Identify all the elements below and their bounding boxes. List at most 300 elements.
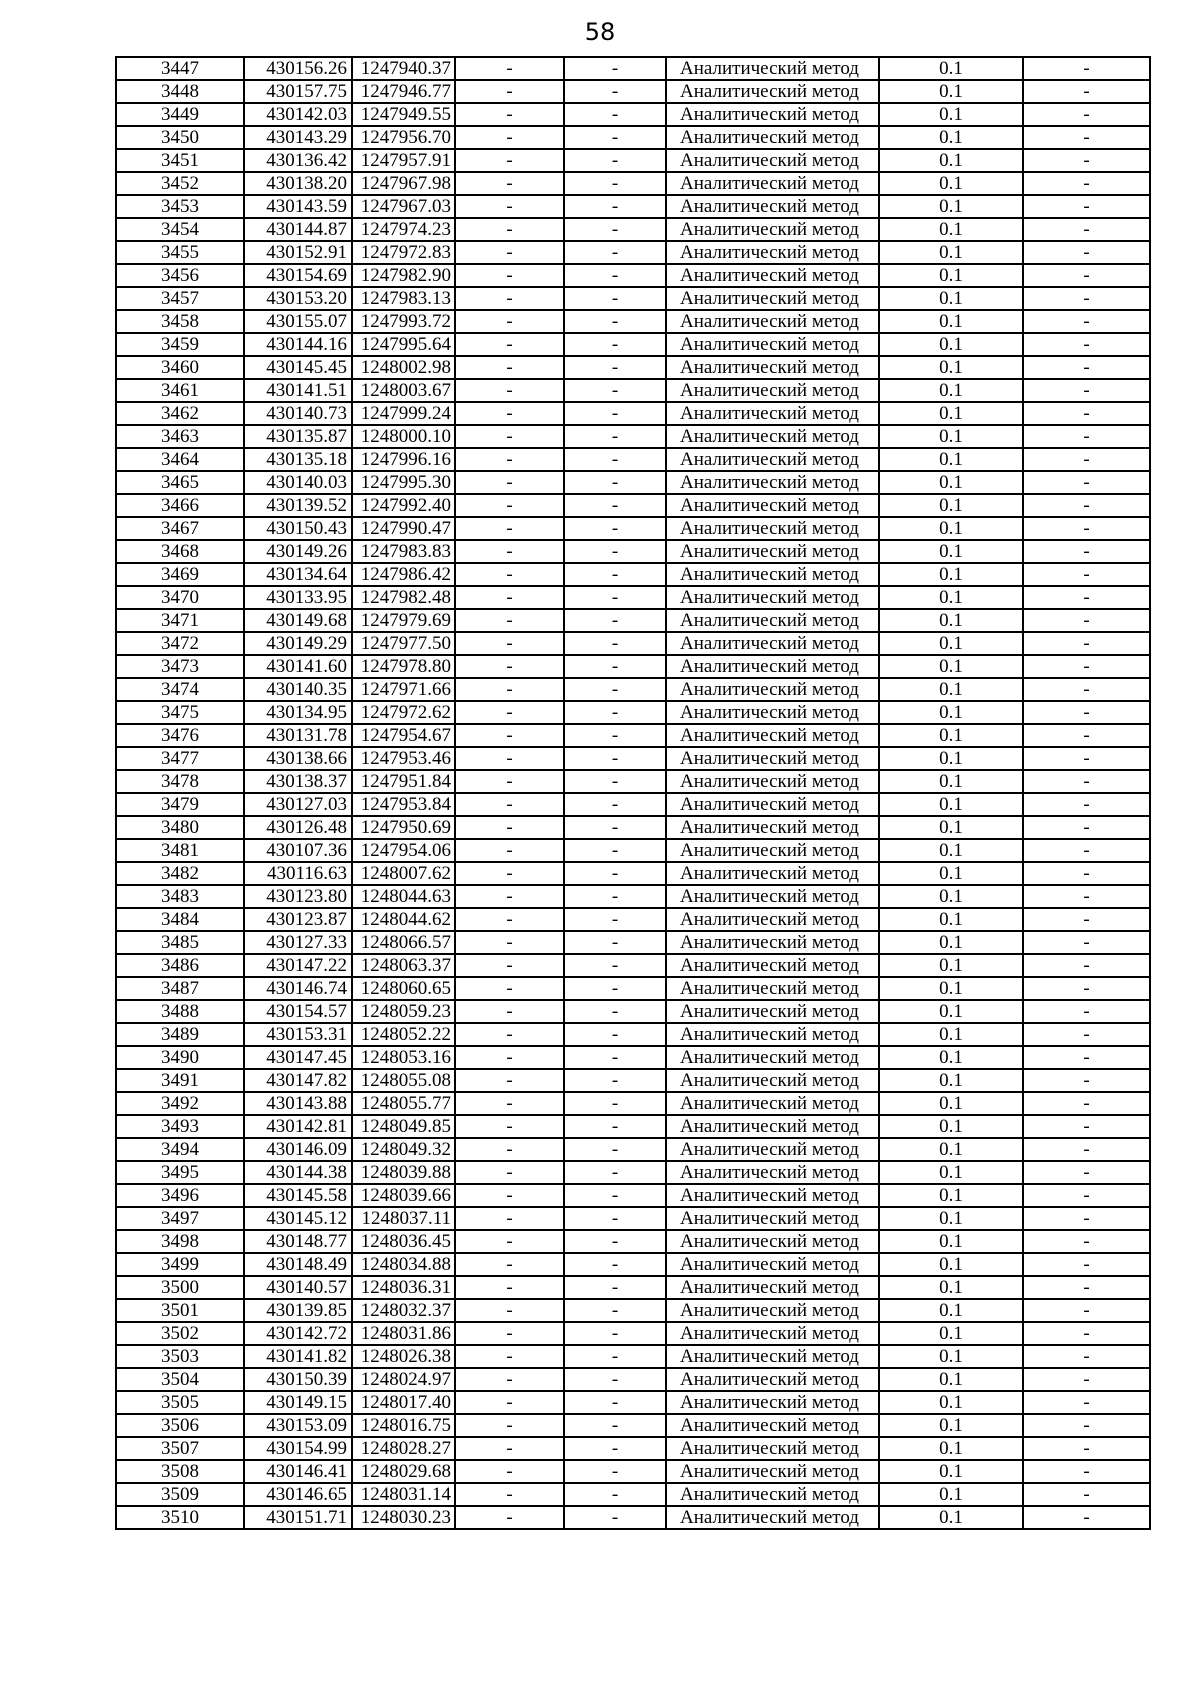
point-number: 3489 [116, 1023, 244, 1046]
method-cell: Аналитический метод [666, 149, 879, 172]
dash-cell: - [455, 793, 564, 816]
table-row [116, 1345, 1150, 1368]
dash-cell: - [564, 379, 666, 402]
dash-cell: - [455, 1069, 564, 1092]
point-number: 3498 [116, 1230, 244, 1253]
dash-cell: - [564, 655, 666, 678]
accuracy-cell: 0.1 [879, 586, 1023, 609]
dash-cell: - [564, 1184, 666, 1207]
table-row [116, 1460, 1150, 1483]
dash-cell: - [455, 563, 564, 586]
dash-cell: - [1023, 1368, 1150, 1391]
table-row [116, 931, 1150, 954]
table-row [116, 1391, 1150, 1414]
dash-cell: - [455, 747, 564, 770]
dash-cell: - [455, 678, 564, 701]
point-number: 3468 [116, 540, 244, 563]
dash-cell: - [564, 448, 666, 471]
dash-cell: - [1023, 931, 1150, 954]
method-cell: Аналитический метод [666, 1276, 879, 1299]
coord-y: 1248039.66 [352, 1184, 455, 1207]
dash-cell: - [455, 402, 564, 425]
coord-y: 1248036.31 [352, 1276, 455, 1299]
coord-x: 430142.72 [244, 1322, 352, 1345]
method-cell: Аналитический метод [666, 1138, 879, 1161]
dash-cell: - [564, 103, 666, 126]
coord-x: 430153.20 [244, 287, 352, 310]
dash-cell: - [1023, 333, 1150, 356]
coord-y: 1248044.62 [352, 908, 455, 931]
point-number: 3497 [116, 1207, 244, 1230]
point-number: 3506 [116, 1414, 244, 1437]
method-cell: Аналитический метод [666, 1069, 879, 1092]
coord-y: 1248017.40 [352, 1391, 455, 1414]
dash-cell: - [564, 333, 666, 356]
dash-cell: - [1023, 1483, 1150, 1506]
method-cell: Аналитический метод [666, 747, 879, 770]
dash-cell: - [564, 241, 666, 264]
accuracy-cell: 0.1 [879, 448, 1023, 471]
dash-cell: - [564, 195, 666, 218]
point-number: 3494 [116, 1138, 244, 1161]
dash-cell: - [1023, 402, 1150, 425]
accuracy-cell: 0.1 [879, 195, 1023, 218]
coord-x: 430156.26 [244, 57, 352, 80]
point-number: 3479 [116, 793, 244, 816]
table-row [116, 1506, 1150, 1529]
coord-y: 1248024.97 [352, 1368, 455, 1391]
accuracy-cell: 0.1 [879, 218, 1023, 241]
method-cell: Аналитический метод [666, 1207, 879, 1230]
table-row [116, 379, 1150, 402]
coord-x: 430107.36 [244, 839, 352, 862]
accuracy-cell: 0.1 [879, 264, 1023, 287]
dash-cell: - [564, 126, 666, 149]
coord-y: 1248049.85 [352, 1115, 455, 1138]
coord-y: 1248034.88 [352, 1253, 455, 1276]
dash-cell: - [564, 724, 666, 747]
dash-cell: - [1023, 241, 1150, 264]
accuracy-cell: 0.1 [879, 908, 1023, 931]
coord-x: 430148.77 [244, 1230, 352, 1253]
coord-y: 1248055.08 [352, 1069, 455, 1092]
point-number: 3499 [116, 1253, 244, 1276]
accuracy-cell: 0.1 [879, 655, 1023, 678]
coord-x: 430146.41 [244, 1460, 352, 1483]
method-cell: Аналитический метод [666, 126, 879, 149]
dash-cell: - [1023, 195, 1150, 218]
accuracy-cell: 0.1 [879, 379, 1023, 402]
point-number: 3472 [116, 632, 244, 655]
dash-cell: - [455, 379, 564, 402]
dash-cell: - [1023, 747, 1150, 770]
dash-cell: - [1023, 310, 1150, 333]
accuracy-cell: 0.1 [879, 1046, 1023, 1069]
dash-cell: - [1023, 1069, 1150, 1092]
method-cell: Аналитический метод [666, 839, 879, 862]
dash-cell: - [564, 1299, 666, 1322]
accuracy-cell: 0.1 [879, 701, 1023, 724]
accuracy-cell: 0.1 [879, 1207, 1023, 1230]
table-row [116, 1000, 1150, 1023]
coord-y: 1247974.23 [352, 218, 455, 241]
accuracy-cell: 0.1 [879, 1414, 1023, 1437]
dash-cell: - [1023, 517, 1150, 540]
accuracy-cell: 0.1 [879, 563, 1023, 586]
accuracy-cell: 0.1 [879, 149, 1023, 172]
accuracy-cell: 0.1 [879, 1276, 1023, 1299]
accuracy-cell: 0.1 [879, 977, 1023, 1000]
table-row [116, 1368, 1150, 1391]
table-row [116, 1483, 1150, 1506]
coord-y: 1248031.14 [352, 1483, 455, 1506]
coord-x: 430147.82 [244, 1069, 352, 1092]
coord-x: 430143.88 [244, 1092, 352, 1115]
dash-cell: - [1023, 1276, 1150, 1299]
coord-y: 1247953.46 [352, 747, 455, 770]
method-cell: Аналитический метод [666, 908, 879, 931]
point-number: 3470 [116, 586, 244, 609]
method-cell: Аналитический метод [666, 655, 879, 678]
point-number: 3458 [116, 310, 244, 333]
table-body [116, 57, 1150, 1529]
dash-cell: - [1023, 770, 1150, 793]
point-number: 3464 [116, 448, 244, 471]
point-number: 3482 [116, 862, 244, 885]
coord-y: 1247972.83 [352, 241, 455, 264]
accuracy-cell: 0.1 [879, 1391, 1023, 1414]
coord-y: 1247992.40 [352, 494, 455, 517]
dash-cell: - [564, 1046, 666, 1069]
accuracy-cell: 0.1 [879, 1092, 1023, 1115]
table-row [116, 287, 1150, 310]
method-cell: Аналитический метод [666, 1299, 879, 1322]
point-number: 3475 [116, 701, 244, 724]
table-row [116, 862, 1150, 885]
dash-cell: - [455, 816, 564, 839]
dash-cell: - [564, 172, 666, 195]
table-row [116, 1437, 1150, 1460]
dash-cell: - [1023, 1299, 1150, 1322]
coord-x: 430127.03 [244, 793, 352, 816]
coord-y: 1247990.47 [352, 517, 455, 540]
point-number: 3450 [116, 126, 244, 149]
accuracy-cell: 0.1 [879, 862, 1023, 885]
dash-cell: - [1023, 1345, 1150, 1368]
point-number: 3503 [116, 1345, 244, 1368]
point-number: 3484 [116, 908, 244, 931]
dash-cell: - [1023, 1161, 1150, 1184]
dash-cell: - [564, 1115, 666, 1138]
coord-y: 1247946.77 [352, 80, 455, 103]
point-number: 3447 [116, 57, 244, 80]
dash-cell: - [1023, 172, 1150, 195]
coord-x: 430126.48 [244, 816, 352, 839]
coord-y: 1248059.23 [352, 1000, 455, 1023]
coord-y: 1248063.37 [352, 954, 455, 977]
coord-y: 1247983.83 [352, 540, 455, 563]
coord-y: 1248039.88 [352, 1161, 455, 1184]
accuracy-cell: 0.1 [879, 103, 1023, 126]
table-row [116, 1023, 1150, 1046]
point-number: 3480 [116, 816, 244, 839]
coord-x: 430123.80 [244, 885, 352, 908]
dash-cell: - [455, 356, 564, 379]
dash-cell: - [1023, 1207, 1150, 1230]
dash-cell: - [1023, 103, 1150, 126]
coord-y: 1248026.38 [352, 1345, 455, 1368]
table-row [116, 402, 1150, 425]
coord-x: 430141.82 [244, 1345, 352, 1368]
dash-cell: - [455, 1322, 564, 1345]
dash-cell: - [1023, 264, 1150, 287]
coord-x: 430143.29 [244, 126, 352, 149]
dash-cell: - [455, 471, 564, 494]
dash-cell: - [564, 770, 666, 793]
coord-x: 430157.75 [244, 80, 352, 103]
dash-cell: - [1023, 1000, 1150, 1023]
dash-cell: - [564, 839, 666, 862]
method-cell: Аналитический метод [666, 885, 879, 908]
table-row [116, 517, 1150, 540]
table-row [116, 195, 1150, 218]
dash-cell: - [1023, 839, 1150, 862]
dash-cell: - [1023, 1184, 1150, 1207]
dash-cell: - [1023, 471, 1150, 494]
dash-cell: - [1023, 1391, 1150, 1414]
method-cell: Аналитический метод [666, 678, 879, 701]
method-cell: Аналитический метод [666, 724, 879, 747]
coord-x: 430154.57 [244, 1000, 352, 1023]
coord-x: 430142.81 [244, 1115, 352, 1138]
coord-x: 430141.60 [244, 655, 352, 678]
point-number: 3459 [116, 333, 244, 356]
coord-x: 430138.20 [244, 172, 352, 195]
point-number: 3501 [116, 1299, 244, 1322]
dash-cell: - [455, 1276, 564, 1299]
table-row [116, 333, 1150, 356]
dash-cell: - [455, 126, 564, 149]
dash-cell: - [1023, 80, 1150, 103]
dash-cell: - [455, 1230, 564, 1253]
dash-cell: - [455, 1161, 564, 1184]
dash-cell: - [1023, 57, 1150, 80]
coord-y: 1248044.63 [352, 885, 455, 908]
coord-x: 430138.66 [244, 747, 352, 770]
coord-x: 430140.35 [244, 678, 352, 701]
dash-cell: - [1023, 1046, 1150, 1069]
dash-cell: - [1023, 149, 1150, 172]
dash-cell: - [564, 1092, 666, 1115]
dash-cell: - [1023, 908, 1150, 931]
coord-y: 1248002.98 [352, 356, 455, 379]
table-row [116, 172, 1150, 195]
dash-cell: - [455, 862, 564, 885]
dash-cell: - [564, 632, 666, 655]
coord-y: 1247967.03 [352, 195, 455, 218]
dash-cell: - [455, 333, 564, 356]
method-cell: Аналитический метод [666, 931, 879, 954]
table-row [116, 425, 1150, 448]
method-cell: Аналитический метод [666, 1184, 879, 1207]
dash-cell: - [564, 1460, 666, 1483]
accuracy-cell: 0.1 [879, 1069, 1023, 1092]
dash-cell: - [564, 1368, 666, 1391]
method-cell: Аналитический метод [666, 494, 879, 517]
dash-cell: - [455, 540, 564, 563]
accuracy-cell: 0.1 [879, 1184, 1023, 1207]
accuracy-cell: 0.1 [879, 1345, 1023, 1368]
dash-cell: - [1023, 885, 1150, 908]
accuracy-cell: 0.1 [879, 402, 1023, 425]
method-cell: Аналитический метод [666, 310, 879, 333]
method-cell: Аналитический метод [666, 172, 879, 195]
coord-y: 1248029.68 [352, 1460, 455, 1483]
method-cell: Аналитический метод [666, 1023, 879, 1046]
dash-cell: - [564, 1391, 666, 1414]
accuracy-cell: 0.1 [879, 356, 1023, 379]
accuracy-cell: 0.1 [879, 1322, 1023, 1345]
dash-cell: - [455, 149, 564, 172]
method-cell: Аналитический метод [666, 793, 879, 816]
dash-cell: - [455, 57, 564, 80]
point-number: 3504 [116, 1368, 244, 1391]
dash-cell: - [564, 1322, 666, 1345]
dash-cell: - [564, 402, 666, 425]
coord-x: 430136.42 [244, 149, 352, 172]
dash-cell: - [1023, 1322, 1150, 1345]
method-cell: Аналитический метод [666, 1506, 879, 1529]
table-row [116, 540, 1150, 563]
dash-cell: - [1023, 678, 1150, 701]
table-row [116, 954, 1150, 977]
table-row [116, 1230, 1150, 1253]
table-row [116, 816, 1150, 839]
point-number: 3469 [116, 563, 244, 586]
dash-cell: - [1023, 793, 1150, 816]
point-number: 3452 [116, 172, 244, 195]
table-row [116, 1092, 1150, 1115]
accuracy-cell: 0.1 [879, 724, 1023, 747]
coord-y: 1247940.37 [352, 57, 455, 80]
point-number: 3481 [116, 839, 244, 862]
point-number: 3461 [116, 379, 244, 402]
accuracy-cell: 0.1 [879, 425, 1023, 448]
point-number: 3505 [116, 1391, 244, 1414]
point-number: 3502 [116, 1322, 244, 1345]
coord-x: 430138.37 [244, 770, 352, 793]
coord-y: 1247953.84 [352, 793, 455, 816]
table-row [116, 80, 1150, 103]
table-row [116, 1138, 1150, 1161]
table-row [116, 724, 1150, 747]
accuracy-cell: 0.1 [879, 747, 1023, 770]
dash-cell: - [455, 1483, 564, 1506]
dash-cell: - [1023, 954, 1150, 977]
dash-cell: - [1023, 1115, 1150, 1138]
dash-cell: - [455, 1046, 564, 1069]
accuracy-cell: 0.1 [879, 80, 1023, 103]
coord-x: 430140.73 [244, 402, 352, 425]
dash-cell: - [564, 678, 666, 701]
dash-cell: - [455, 1023, 564, 1046]
dash-cell: - [1023, 379, 1150, 402]
coord-y: 1247949.55 [352, 103, 455, 126]
accuracy-cell: 0.1 [879, 1138, 1023, 1161]
point-number: 3454 [116, 218, 244, 241]
method-cell: Аналитический метод [666, 1230, 879, 1253]
dash-cell: - [564, 701, 666, 724]
table-row [116, 1184, 1150, 1207]
dash-cell: - [564, 1138, 666, 1161]
accuracy-cell: 0.1 [879, 287, 1023, 310]
method-cell: Аналитический метод [666, 540, 879, 563]
dash-cell: - [455, 425, 564, 448]
dash-cell: - [1023, 977, 1150, 1000]
dash-cell: - [455, 908, 564, 931]
dash-cell: - [455, 839, 564, 862]
table-row [116, 1253, 1150, 1276]
point-number: 3473 [116, 655, 244, 678]
table-row [116, 563, 1150, 586]
accuracy-cell: 0.1 [879, 1023, 1023, 1046]
table-row [116, 218, 1150, 241]
coord-x: 430144.38 [244, 1161, 352, 1184]
coord-y: 1247950.69 [352, 816, 455, 839]
coord-y: 1248055.77 [352, 1092, 455, 1115]
dash-cell: - [1023, 126, 1150, 149]
coord-x: 430144.16 [244, 333, 352, 356]
coord-x: 430133.95 [244, 586, 352, 609]
table-row [116, 839, 1150, 862]
dash-cell: - [564, 494, 666, 517]
coord-x: 430139.85 [244, 1299, 352, 1322]
dash-cell: - [455, 655, 564, 678]
dash-cell: - [1023, 1414, 1150, 1437]
point-number: 3460 [116, 356, 244, 379]
dash-cell: - [455, 1092, 564, 1115]
dash-cell: - [455, 448, 564, 471]
method-cell: Аналитический метод [666, 977, 879, 1000]
dash-cell: - [564, 471, 666, 494]
accuracy-cell: 0.1 [879, 241, 1023, 264]
dash-cell: - [455, 195, 564, 218]
coord-x: 430142.03 [244, 103, 352, 126]
point-number: 3456 [116, 264, 244, 287]
method-cell: Аналитический метод [666, 1391, 879, 1414]
coord-y: 1248030.23 [352, 1506, 455, 1529]
method-cell: Аналитический метод [666, 471, 879, 494]
dash-cell: - [1023, 1230, 1150, 1253]
dash-cell: - [455, 103, 564, 126]
coord-y: 1248007.62 [352, 862, 455, 885]
dash-cell: - [564, 1253, 666, 1276]
accuracy-cell: 0.1 [879, 1368, 1023, 1391]
point-number: 3478 [116, 770, 244, 793]
coord-x: 430140.57 [244, 1276, 352, 1299]
table-row [116, 1115, 1150, 1138]
table-row [116, 747, 1150, 770]
dash-cell: - [564, 57, 666, 80]
accuracy-cell: 0.1 [879, 609, 1023, 632]
point-number: 3509 [116, 1483, 244, 1506]
accuracy-cell: 0.1 [879, 126, 1023, 149]
dash-cell: - [564, 1276, 666, 1299]
table-row [116, 586, 1150, 609]
method-cell: Аналитический метод [666, 1161, 879, 1184]
coord-x: 430149.68 [244, 609, 352, 632]
method-cell: Аналитический метод [666, 218, 879, 241]
